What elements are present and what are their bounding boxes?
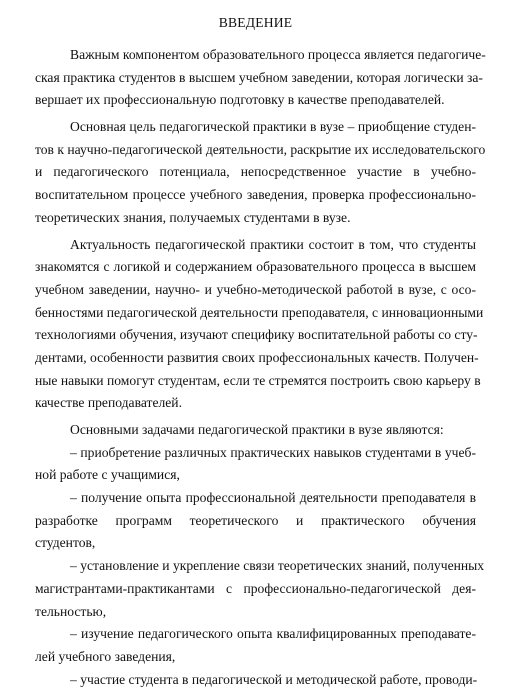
text-line: Основная цель педагогической практики в вузе – приобщение студен- [70,119,476,135]
list-item [35,487,476,555]
list-item [35,555,485,623]
text-line: теоретических знания, получаемых студентами в вузе. [35,209,351,225]
task-list [35,442,485,691]
page-title: ВВЕДЕНИЕ [218,15,293,30]
text-line: вершает их профессиональную подготовку в качестве преподавателей. [35,92,445,108]
text-line: ская практика студентов в высшем учебном заведении, которая логически за- [35,69,483,85]
list-item [35,623,476,668]
text-line: разработке программ теоретического и практического обучения [35,512,476,528]
text-line: Актуальность педагогической практики состоит в том, что студенты [70,236,476,252]
text-line: ные навыки помогут студентам, если те стремятся построить свою карьеру в [35,372,481,388]
text-line: – изучение педагогического опыта квалифицированных преподавате- [70,626,476,642]
text-line: – получение опыта профессиональной деятельности преподавателя в [70,490,476,506]
text-line: знакомятся с логикой и содержанием образовательного процесса в высшем [35,259,476,275]
text-line: – установление и укрепление связи теоретических знаний, полученных [70,558,485,574]
document-page [35,12,486,691]
text-line: студентов, [35,535,96,551]
text-line: учебном заведении, научно- и учебно-методической работой в вузе, с осо- [35,281,476,297]
paragraph-4 [35,419,476,442]
text-line: ной работе с учащимися, [35,467,180,483]
paragraph-1 [35,44,486,112]
text-line: лей учебного заведения, [35,648,176,664]
list-item [35,442,476,487]
text-line: Важным компонентом образовательного процесса является педагогиче- [70,47,486,62]
paragraph-3 [35,234,484,416]
text-line: магистрантами-практикантами с профессионально-педагогической дея- [35,580,476,596]
text-line: дентами, особенности развития своих профессиональных качеств. Получен- [35,349,479,365]
text-line: Основными задачами педагогической практики в вузе являются: [70,422,444,437]
text-line: тов к научно-педагогической деятельности, раскрытие их исследовательского [35,141,486,157]
text-line: бенностями педагогической деятельности преподавателя, с инновационными [35,304,484,320]
text-line: качестве преподавателей. [35,395,182,411]
text-line: воспитательном процессе учебного заведения, проверка профессионально- [35,187,476,203]
text-line: – участие студента в педагогической и методической работе, проводи- [70,671,478,687]
text-line: технологиями обучения, изучают специфику воспитательной работы со сту- [35,327,478,343]
text-line: тельностью, [35,603,107,619]
text-line: и педагогического потенциала, непосредственное участие в учебно- [35,164,476,180]
paragraph-2 [35,116,486,229]
text-line: – приобретение различных практических навыков студентами в учеб- [70,444,476,460]
